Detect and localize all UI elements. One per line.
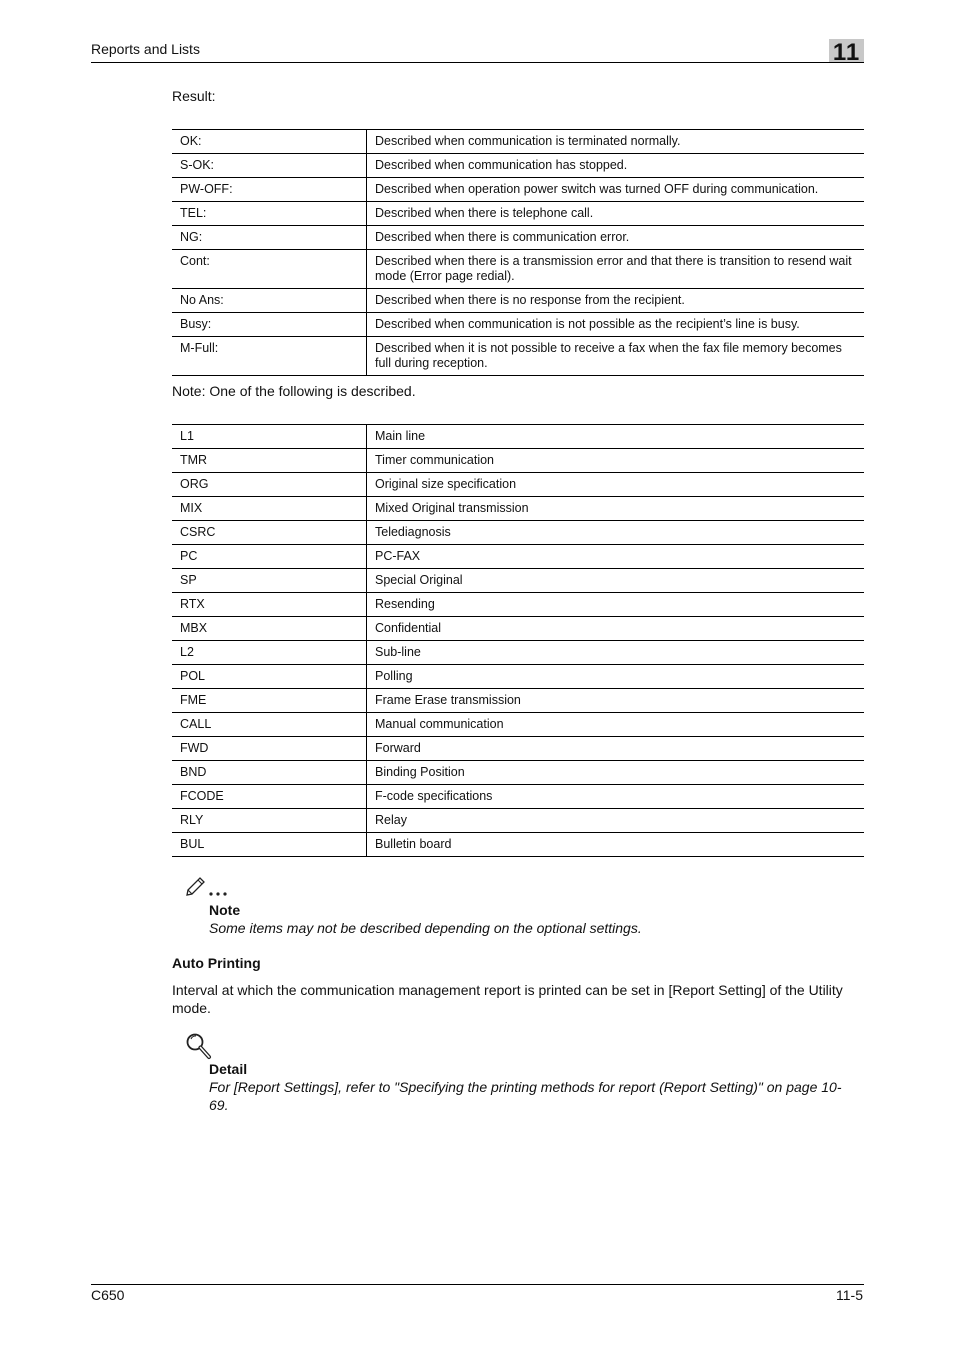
code-cell: BUL: [172, 833, 367, 857]
magnifier-icon: [185, 1032, 213, 1060]
table-row: [172, 178, 864, 202]
code-cell: No Ans:: [172, 289, 367, 313]
table-row: [172, 250, 864, 289]
table-row: [172, 130, 864, 154]
code-cell: FWD: [172, 737, 367, 761]
code-cell: FCODE: [172, 785, 367, 809]
table-row: [172, 337, 864, 376]
code-cell: POL: [172, 665, 367, 689]
description-cell: Original size specification: [367, 473, 865, 497]
table-row: [172, 713, 864, 737]
table-row: [172, 665, 864, 689]
detail-text: For [Report Settings], refer to "Specifying the printing methods for report (Report Setting)" on page 10-69.: [209, 1079, 842, 1113]
description-cell: Timer communication: [367, 449, 865, 473]
code-cell: SP: [172, 569, 367, 593]
description-cell: Described when communication has stopped.: [367, 154, 865, 178]
code-table: [172, 424, 864, 857]
description-cell: Mixed Original transmission: [367, 497, 865, 521]
code-cell: M-Full:: [172, 337, 367, 376]
auto-printing-text: Interval at which the communication management report is printed can be set in [Report Setting] of the Utility mode.: [172, 982, 843, 1016]
footer-page-number: 11-5: [836, 1287, 863, 1303]
table-row: [172, 313, 864, 337]
code-cell: MBX: [172, 617, 367, 641]
code-cell: OK:: [172, 130, 367, 154]
table-row: [172, 289, 864, 313]
note-heading: Note: [209, 902, 241, 918]
description-cell: Bulletin board: [367, 833, 865, 857]
pencil-note-icon: [185, 873, 233, 897]
description-cell: Described when there is telephone call.: [367, 202, 865, 226]
table-row: [172, 761, 864, 785]
code-cell: Busy:: [172, 313, 367, 337]
footer-model: C650: [91, 1287, 125, 1303]
table-row: [172, 569, 864, 593]
code-cell: FME: [172, 689, 367, 713]
table-row: [172, 737, 864, 761]
table-row: [172, 689, 864, 713]
description-cell: Special Original: [367, 569, 865, 593]
table-row: [172, 593, 864, 617]
description-cell: Sub-line: [367, 641, 865, 665]
description-cell: Described when operation power switch was turned OFF during communication.: [367, 178, 865, 202]
footer-rule: [91, 1284, 864, 1285]
code-cell: Cont:: [172, 250, 367, 289]
description-cell: Polling: [367, 665, 865, 689]
detail-heading: Detail: [209, 1061, 248, 1077]
description-cell: Described when communication is not possible as the recipient’s line is busy.: [367, 313, 865, 337]
description-cell: Resending: [367, 593, 865, 617]
code-cell: TEL:: [172, 202, 367, 226]
description-cell: Frame Erase transmission: [367, 689, 865, 713]
result-table: [172, 129, 864, 376]
note-text: Some items may not be described depending on the optional settings.: [209, 920, 642, 936]
table-row: [172, 809, 864, 833]
note-list-label: Note: One of the following is described.: [172, 383, 416, 399]
description-cell: Described when there is a transmission error and that there is transition to resend wait mode (Error page redial).: [367, 250, 865, 289]
code-cell: CSRC: [172, 521, 367, 545]
table-row: [172, 833, 864, 857]
code-cell: MIX: [172, 497, 367, 521]
description-cell: Described when there is no response from the recipient.: [367, 289, 865, 313]
description-cell: Confidential: [367, 617, 865, 641]
code-cell: PC: [172, 545, 367, 569]
table-row: [172, 785, 864, 809]
table-row: [172, 202, 864, 226]
code-cell: RLY: [172, 809, 367, 833]
description-cell: Described when communication is terminated normally.: [367, 130, 865, 154]
code-cell: NG:: [172, 226, 367, 250]
code-cell: ORG: [172, 473, 367, 497]
code-cell: PW-OFF:: [172, 178, 367, 202]
running-header-title: Reports and Lists: [91, 41, 200, 57]
table-row: [172, 449, 864, 473]
table-row: [172, 154, 864, 178]
description-cell: Binding Position: [367, 761, 865, 785]
code-cell: CALL: [172, 713, 367, 737]
header-rule: [91, 62, 864, 63]
auto-printing-heading: Auto Printing: [172, 955, 261, 971]
table-row: [172, 617, 864, 641]
description-cell: Main line: [367, 425, 865, 449]
code-cell: BND: [172, 761, 367, 785]
description-cell: Described when there is communication error.: [367, 226, 865, 250]
table-row: [172, 641, 864, 665]
chapter-number-badge: 11: [829, 39, 864, 62]
description-cell: PC-FAX: [367, 545, 865, 569]
table-row: [172, 545, 864, 569]
table-row: [172, 497, 864, 521]
description-cell: Described when it is not possible to receive a fax when the fax file memory becomes full during reception.: [367, 337, 865, 376]
code-cell: TMR: [172, 449, 367, 473]
description-cell: Manual communication: [367, 713, 865, 737]
code-cell: L2: [172, 641, 367, 665]
table-row: [172, 226, 864, 250]
code-cell: RTX: [172, 593, 367, 617]
table-row: [172, 425, 864, 449]
code-cell: S-OK:: [172, 154, 367, 178]
table-row: [172, 521, 864, 545]
description-cell: Telediagnosis: [367, 521, 865, 545]
description-cell: F-code specifications: [367, 785, 865, 809]
description-cell: Relay: [367, 809, 865, 833]
result-label: Result:: [172, 88, 216, 104]
table-row: [172, 473, 864, 497]
description-cell: Forward: [367, 737, 865, 761]
code-cell: L1: [172, 425, 367, 449]
